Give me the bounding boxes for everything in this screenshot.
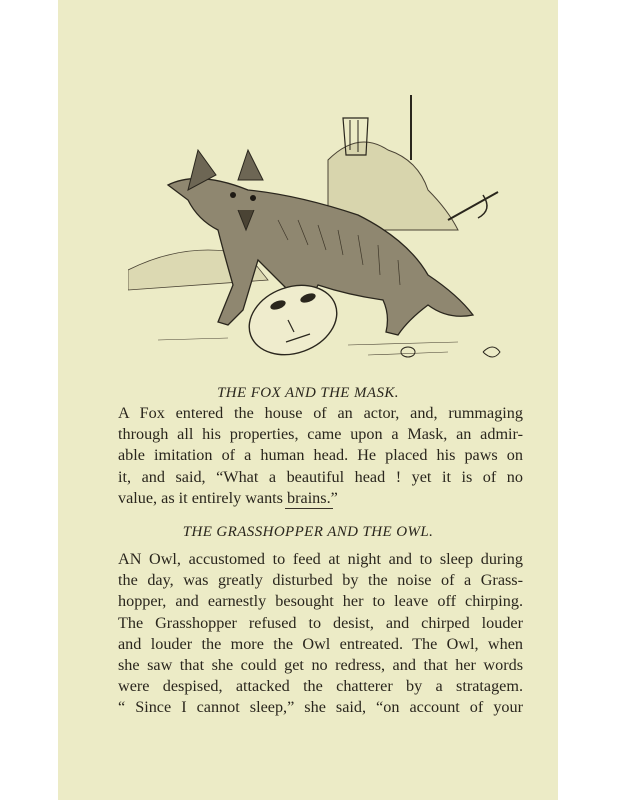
text-line: and louder the more the Owl entreated. The Owl, when bbox=[118, 634, 523, 653]
text-line: it, and said, “What a beautiful head ! yet it is of no bbox=[118, 467, 523, 486]
section-divider bbox=[285, 508, 333, 509]
text-line-first bbox=[118, 549, 523, 570]
fable-title-grasshopper-and-owl: THE GRASSHOPPER AND THE OWL. bbox=[182, 524, 434, 540]
fox-and-mask-illustration bbox=[128, 80, 508, 380]
text-line: hopper, and earnestly besought her to leave off chirping. bbox=[118, 592, 523, 611]
fable-text-grasshopper-and-owl bbox=[118, 549, 523, 719]
text-line: through all his properties, came upon a Mask, an admir- bbox=[118, 425, 523, 444]
text-line: able imitation of a human head. He placed his paws on bbox=[118, 446, 523, 465]
text-line: “ Since I cannot sleep,” she said, “on account of your bbox=[118, 698, 523, 717]
text-line: value, as it entirely wants brains.” bbox=[118, 488, 338, 507]
book-page bbox=[58, 0, 558, 800]
text-line: A Fox entered the house of an actor, and, rummaging bbox=[118, 404, 523, 422]
text-line: she saw that she could get no redress, and that her words bbox=[118, 656, 523, 675]
fable-title-fox-and-mask: THE FOX AND THE MASK. bbox=[217, 385, 399, 401]
drop-initial: A bbox=[118, 550, 130, 568]
text-line: The Grasshopper refused to desist, and chirped louder bbox=[118, 613, 523, 632]
text-line: were despised, attacked the chatterer by a stratagem. bbox=[118, 677, 523, 696]
small-caps-rest: N bbox=[129, 550, 142, 568]
fable-text-fox-and-mask bbox=[118, 403, 523, 509]
text-line: Owl, accustomed to feed at night and to sleep during bbox=[141, 550, 523, 568]
text-line: the day, was greatly disturbed by the noise of a Grass- bbox=[118, 571, 523, 590]
